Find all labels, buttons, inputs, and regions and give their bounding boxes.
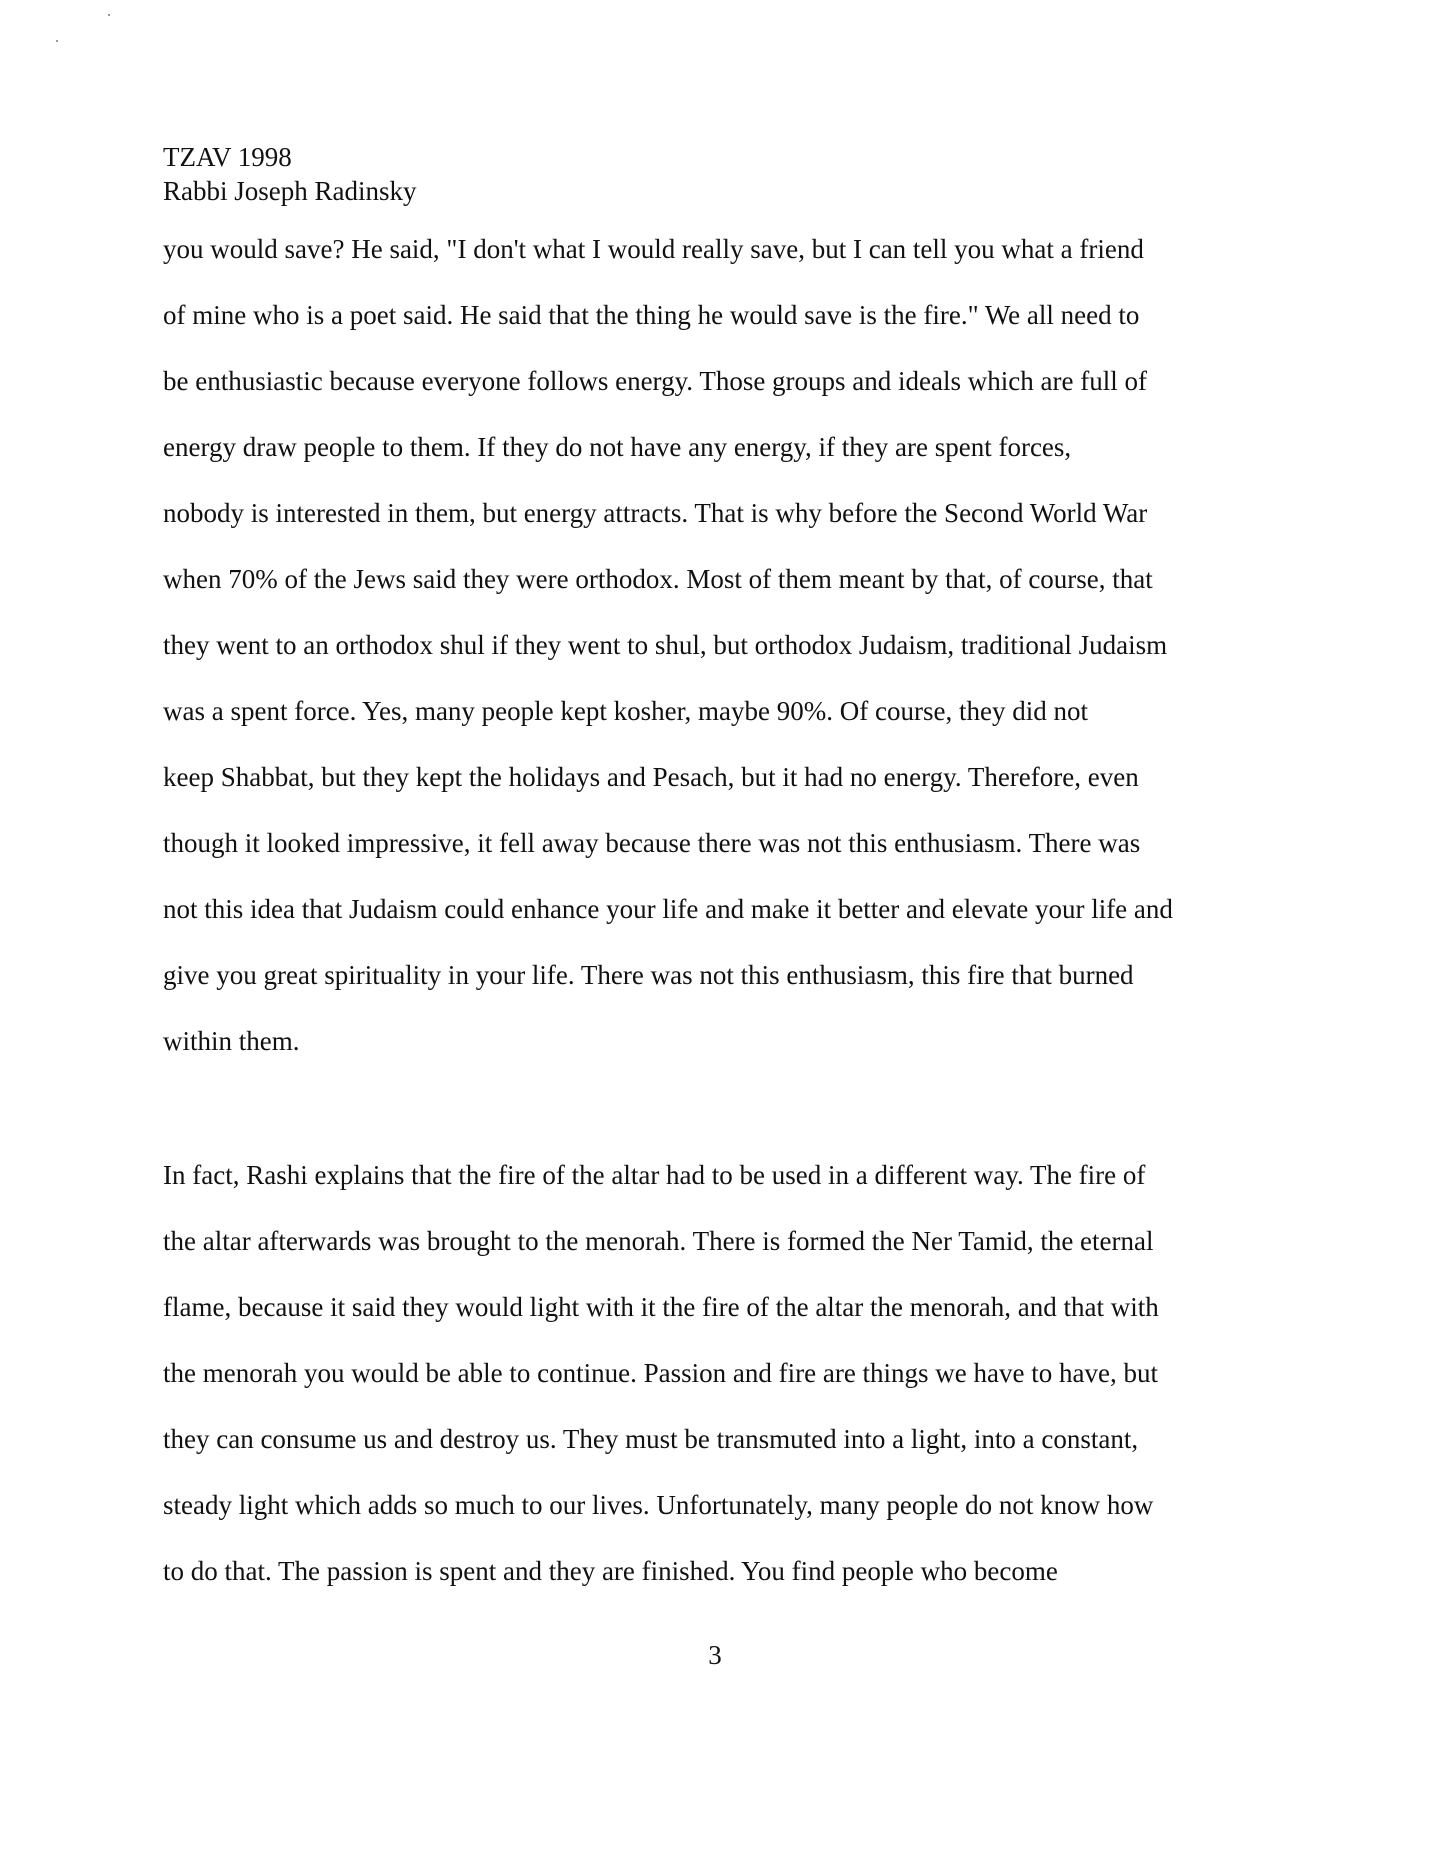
page-number: 3 (708, 1640, 722, 1670)
document-body (163, 232, 1273, 1620)
paragraph-1 (163, 232, 1273, 1090)
text-line: give you great spirituality in your life. There was not this enthusiasm, this fire that burned (163, 960, 1134, 990)
text-line: they can consume us and destroy us. They must be transmuted into a light, into a constant, (163, 1424, 1139, 1454)
text-line: though it looked impressive, it fell away because there was not this enthusiasm. There was (163, 828, 1141, 858)
document-header (163, 140, 417, 208)
document-title: TZAV 1998 (163, 142, 292, 172)
paragraph-2 (163, 1158, 1273, 1620)
paragraph-break (163, 1090, 1273, 1158)
document-author: Rabbi Joseph Radinsky (163, 176, 417, 206)
text-line: In fact, Rashi explains that the fire of the altar had to be used in a different way. The fire of (163, 1160, 1146, 1190)
text-line: when 70% of the Jews said they were orthodox. Most of them meant by that, of course, that (163, 564, 1153, 594)
scan-speck (56, 40, 58, 42)
text-line: to do that. The passion is spent and they are finished. You find people who become (163, 1556, 1058, 1586)
text-line: steady light which adds so much to our lives. Unfortunately, many people do not know how (163, 1490, 1154, 1520)
text-line: the altar afterwards was brought to the menorah. There is formed the Ner Tamid, the eternal (163, 1226, 1154, 1256)
text-line: flame, because it said they would light with it the fire of the altar the menorah, and that with (163, 1292, 1159, 1322)
text-line: within them. (163, 1026, 300, 1056)
text-line: you would save? He said, "I don't what I would really save, but I can tell you what a friend (163, 234, 1144, 264)
text-line: of mine who is a poet said. He said that the thing he would save is the fire." We all need to (163, 300, 1140, 330)
text-line: not this idea that Judaism could enhance your life and make it better and elevate your life and (163, 894, 1173, 924)
text-line: energy draw people to them. If they do not have any energy, if they are spent forces, (163, 432, 1072, 462)
scan-speck (108, 14, 110, 16)
text-line: they went to an orthodox shul if they went to shul, but orthodox Judaism, traditional Judaism (163, 630, 1168, 660)
text-line: nobody is interested in them, but energy attracts. That is why before the Second World War (163, 498, 1148, 528)
text-line: be enthusiastic because everyone follows energy. Those groups and ideals which are full of (163, 366, 1147, 396)
text-line: keep Shabbat, but they kept the holidays and Pesach, but it had no energy. Therefore, even (163, 762, 1139, 792)
text-line: was a spent force. Yes, many people kept kosher, maybe 90%. Of course, they did not (163, 696, 1088, 726)
text-line: the menorah you would be able to continue. Passion and fire are things we have to have, but (163, 1358, 1158, 1388)
